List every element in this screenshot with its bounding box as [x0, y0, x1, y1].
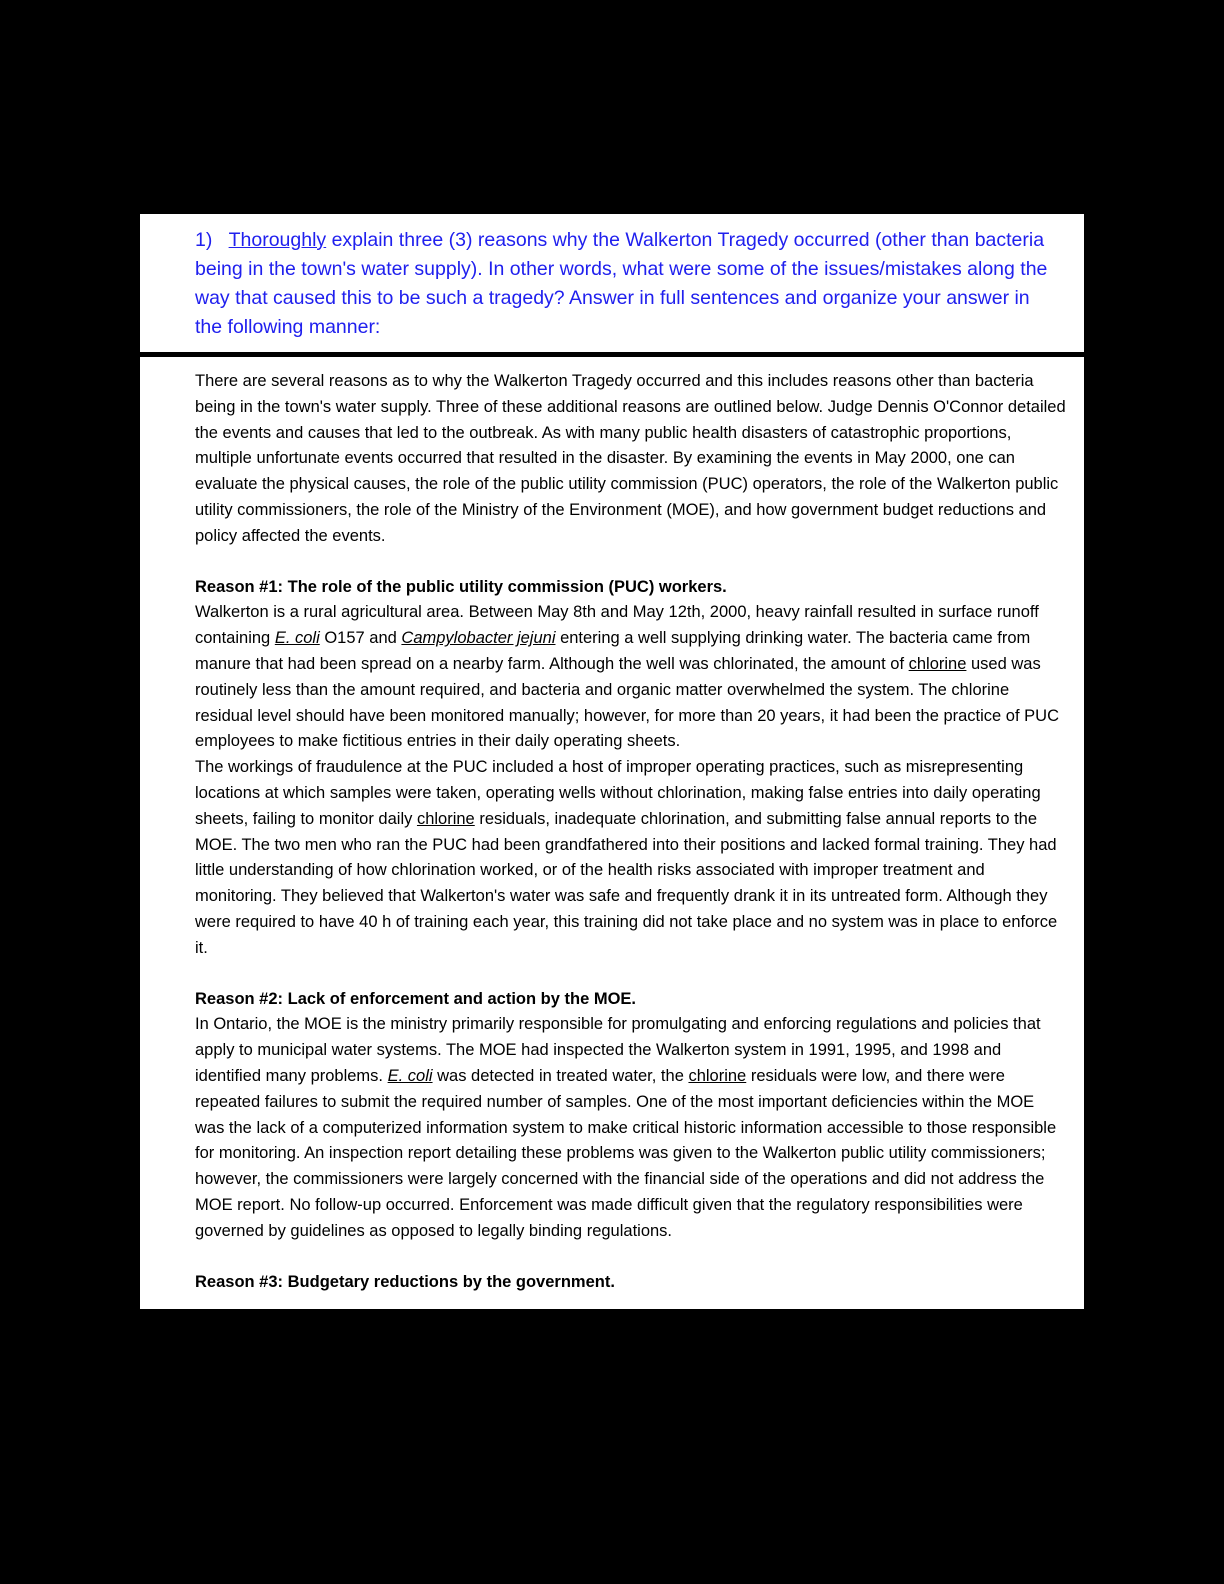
paragraph-spacer	[195, 962, 1066, 987]
reason-2-paragraph	[195, 1012, 1066, 1244]
reason-2-text-b: was detected in treated water, the	[432, 1066, 689, 1085]
reason-1-p1-text-b: O157 and	[319, 629, 402, 648]
chlorine-link-1[interactable]: chlorine	[908, 654, 967, 673]
ecoli-term-2: E. coli	[387, 1066, 433, 1085]
campylobacter-term: Campylobacter jejuni	[401, 629, 556, 648]
document-content	[140, 214, 1084, 1309]
reason-3-heading: Reason #3: Budgetary reductions by the government.	[195, 1272, 615, 1291]
reason-1-p1-text-c: entering a well supplying drinking water. The bacteria came from manure that had been spread on a nearby farm. Although the well was chlorinated, the amount of	[195, 629, 1031, 673]
ecoli-term: E. coli	[274, 629, 320, 648]
question-prompt-block	[140, 214, 1084, 352]
reason-1-paragraph-1	[195, 600, 1066, 755]
intro-paragraph: There are several reasons as to why the Walkerton Tragedy occurred and this includes reasons other than bacteria being in the town's water supply. Three of these additional reasons are outlined below. Judge Dennis O'Connor detailed the events and causes that led to the outbreak. As with many public health disasters of catastrophic proportions, multiple unfortunate events occurred that resulted in the disaster. By examining the events in May 2000, one can evaluate the physical causes, the role of the public utility commission (PUC) operators, the role of the Walkerton public utility commissioners, the role of the Ministry of the Environment (MOE), and how government budget reductions and policy affected the events.	[195, 372, 1066, 545]
answer-block	[140, 357, 1084, 1309]
reason-1-p1-text-d: used was routinely less than the amount required, and bacteria and organic matter overwhelmed the system. The chlorine residual level should have been monitored manually; however, for more than 20 years, it had been the practice of PUC employees to make fictitious entries in their daily operating sheets.	[195, 654, 1059, 751]
reason-2-text-c: residuals were low, and there were repeated failures to submit the required number of samples. One of the most important deficiencies within the MOE was the lack of a computerized information system to make critical historic information accessible to those responsible for monitoring. An inspection report detailing these problems was given to the Walkerton public utility commissioners; however, the commissioners were largely concerned with the financial side of the operations and did not address the MOE report. No follow-up occurred. Enforcement was made difficult given that the regulatory responsibilities were governed by guidelines as opposed to legally binding regulations.	[195, 1066, 1057, 1240]
reason-2-text-a: In Ontario, the MOE is the ministry primarily responsible for promulgating and enforcing regulations and policies that apply to municipal water systems. The MOE had inspected the Walkerton system in 1991, 1995, and 1998 and identified many problems.	[195, 1015, 1041, 1085]
question-prompt	[140, 226, 1084, 342]
paragraph-spacer	[195, 1245, 1066, 1270]
reason-1-p2-text-a: The workings of fraudulence at the PUC included a host of improper operating practices, such as misrepresenting locations at which samples were taken, operating wells without chlorination, making false entries into daily operating sheets, failing to monitor daily	[195, 758, 1041, 828]
reason-1-paragraph-2	[195, 755, 1066, 961]
chlorine-link-2[interactable]: chlorine	[416, 809, 475, 828]
reason-1-heading: Reason #1: The role of the public utility commission (PUC) workers.	[195, 577, 727, 596]
reason-1-p2-text-b: residuals, inadequate chlorination, and submitting false annual reports to the MOE. The two men who ran the PUC had been grandfathered into their positions and lacked formal training. They had little understanding of how chlorination worked, or of the health risks associated with improper treatment and monitoring. They believed that Walkerton's water was safe and frequently drank it in its untreated form. Although they were required to have 40 h of training each year, this training did not take place and no system was in place to enforce it.	[195, 809, 1058, 957]
question-emphasis-word: Thoroughly	[228, 229, 327, 251]
paragraph-spacer	[195, 550, 1066, 575]
document-page	[55, 49, 1169, 1535]
reason-2-heading: Reason #2: Lack of enforcement and action by the MOE.	[195, 989, 637, 1008]
reason-1-p1-text-a: Walkerton is a rural agricultural area. Between May 8th and May 12th, 2000, heavy rainfall resulted in surface runoff containing	[195, 603, 1039, 648]
chlorine-link-3[interactable]: chlorine	[688, 1066, 747, 1085]
question-number: 1)	[195, 229, 213, 251]
question-body: explain three (3) reasons why the Walkerton Tragedy occurred (other than bacteria being in the town's water supply). In other words, what were some of the issues/mistakes along the way that caused this to be such a tragedy? Answer in full sentences and organize your answer in the following manner:	[195, 229, 1048, 338]
